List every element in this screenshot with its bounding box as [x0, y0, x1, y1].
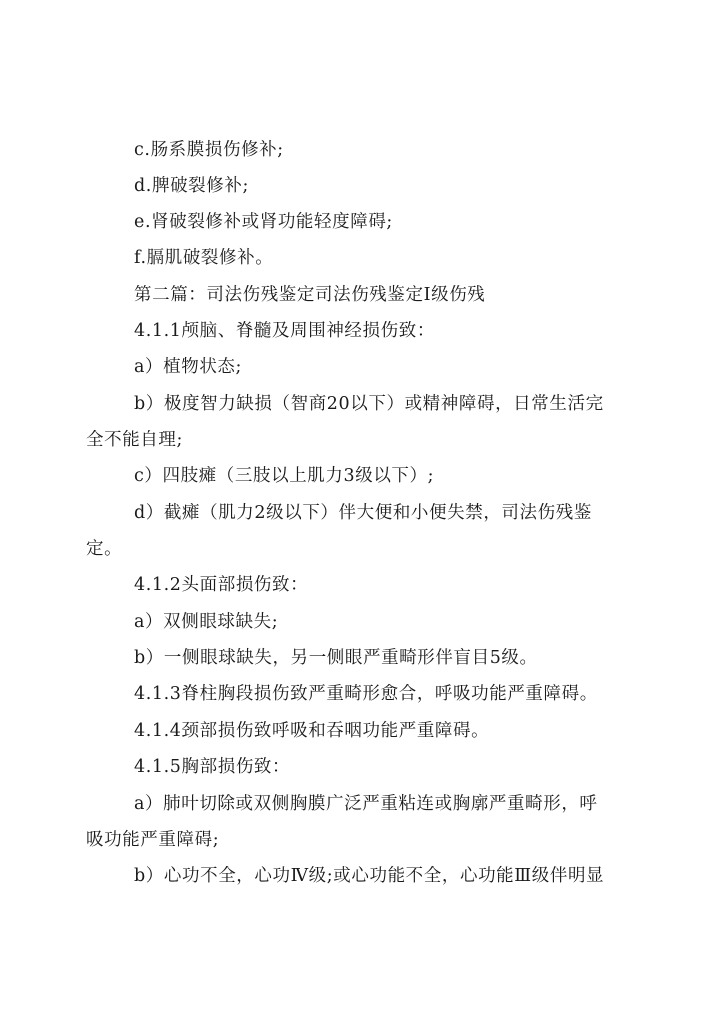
text-line: 4.1.5胸部损伤致： — [134, 757, 291, 777]
text-line: 4.1.2头面部损伤致： — [134, 575, 309, 595]
text-line: 4.1.1颅脑、脊髓及周围神经损伤致： — [134, 321, 435, 341]
text-line: e.肾破裂修补或肾功能轻度障碍; — [134, 212, 393, 232]
text-line: a）植物状态; — [134, 357, 243, 377]
text-line: b）极度智力缺损（智商20以下）或精神障碍，日常生活完 — [134, 394, 604, 414]
text-line: b）一侧眼球缺失，另一侧眼严重畸形伴盲目5级。 — [134, 648, 538, 668]
section-heading: 第二篇：司法伤残鉴定司法伤残鉴定Ⅰ级伤残 — [134, 285, 486, 305]
text-line: d）截瘫（肌力2级以下）伴大便和小便失禁，司法伤残鉴 — [134, 503, 592, 523]
text-line: a）双侧眼球缺失; — [134, 612, 279, 632]
text-line: c.肠系膜损伤修补; — [134, 140, 284, 160]
text-line: c）四肢瘫（三肢以上肌力3级以下）; — [134, 466, 435, 486]
text-line: 吸功能严重障碍; — [86, 830, 220, 850]
text-line: a）肺叶切除或双侧胸膜广泛严重粘连或胸廓严重畸形，呼 — [134, 794, 598, 814]
text-line: 全不能自理; — [86, 430, 183, 450]
text-line: 定。 — [86, 539, 123, 559]
text-line: d.脾破裂修补; — [134, 176, 249, 196]
text-line: f.膈肌破裂修补。 — [134, 248, 274, 268]
text-line: b）心功不全，心功Ⅳ级;或心功能不全，心功能Ⅲ级伴明显 — [134, 866, 605, 886]
text-line: 4.1.3脊柱胸段损伤致严重畸形愈合，呼吸功能严重障碍。 — [134, 684, 598, 704]
text-line: 4.1.4颈部损伤致呼吸和吞咽功能严重障碍。 — [134, 721, 490, 741]
